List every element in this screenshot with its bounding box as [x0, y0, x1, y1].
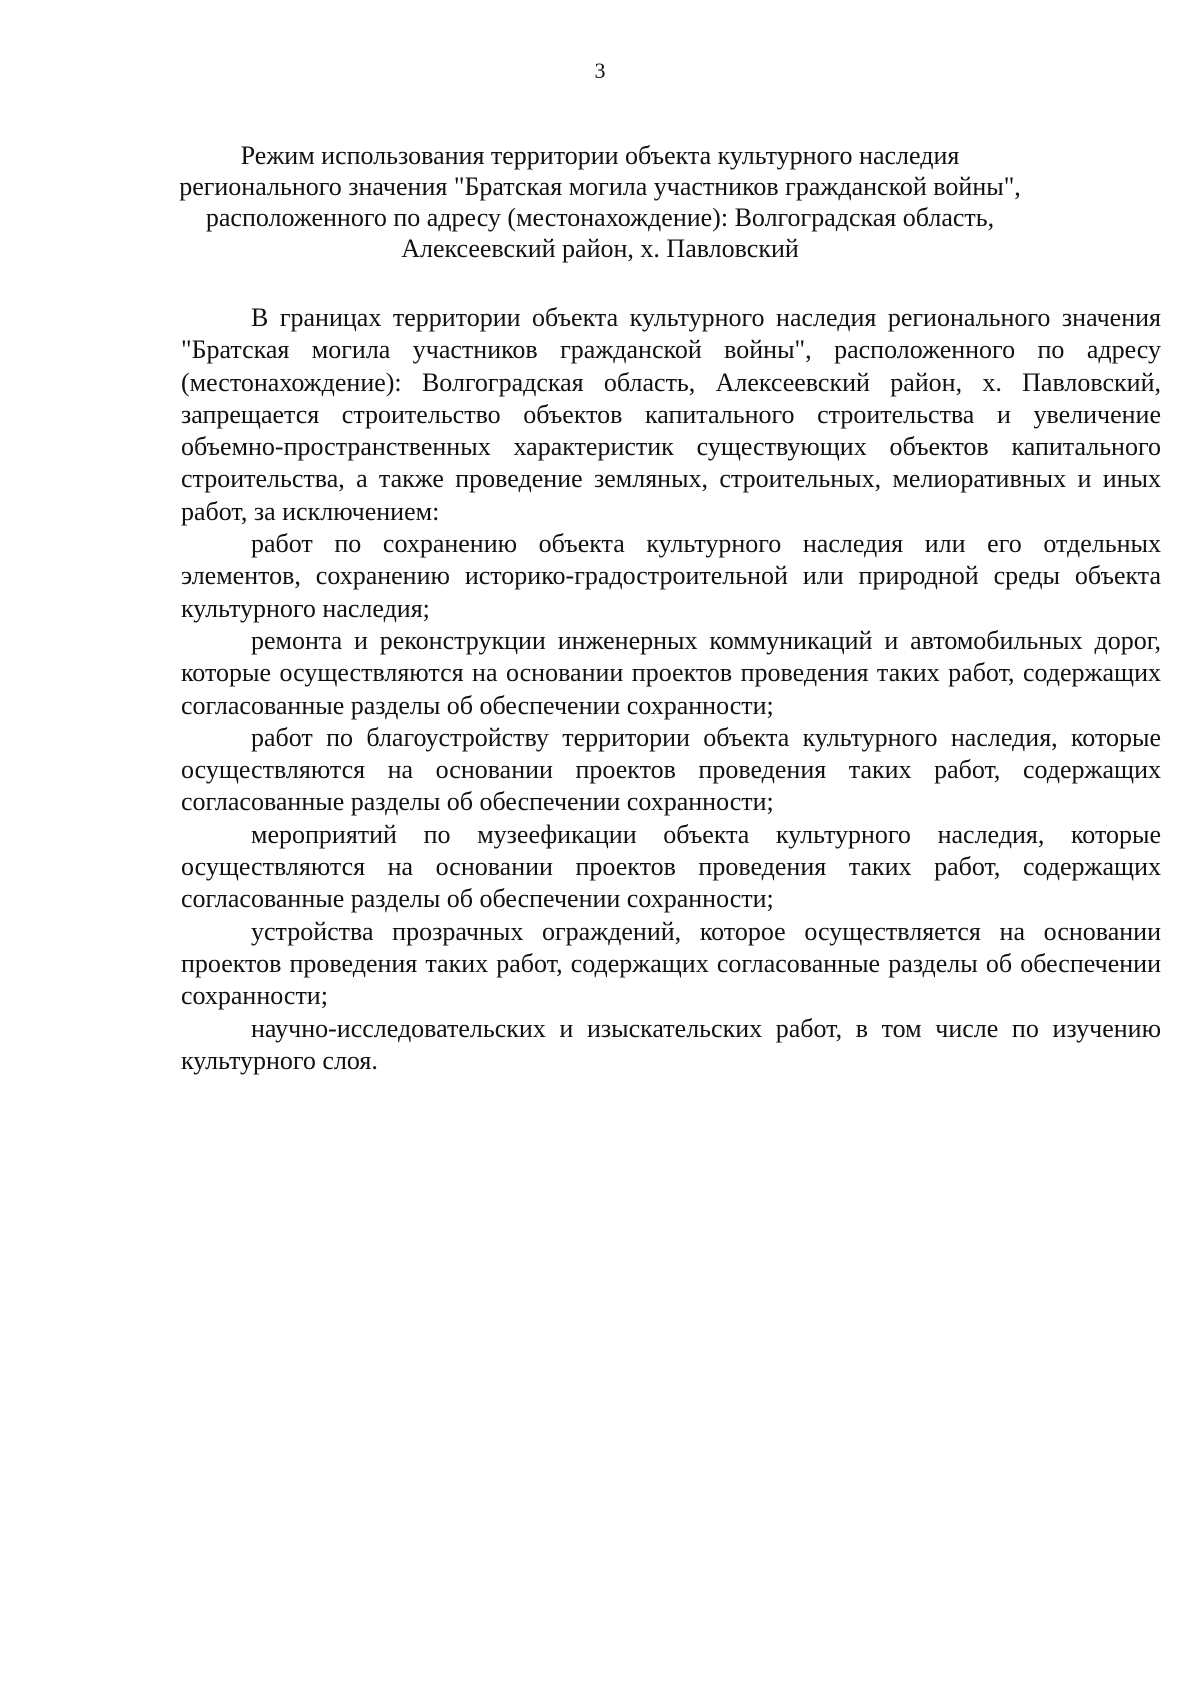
title-line: расположенного по адресу (местонахождение): Волгоградская область, [205, 203, 995, 232]
title-line: Режим использования территории объекта культурного наследия [240, 141, 960, 170]
exception-item: ремонта и реконструкции инженерных коммуникаций и автомобильных дорог, которые осуществляются на основании проектов проведения таких работ, содержащих согласованные разделы об обеспечении сохранности; [181, 625, 1161, 720]
document-body [181, 302, 1161, 1077]
exception-item: мероприятий по музеефикации объекта культурного наследия, которые осуществляются на основании проектов проведения таких работ, содержащих согласованные разделы об обеспечении сохранности; [181, 819, 1161, 914]
title-line: Алексеевский район, х. Павловский [401, 234, 799, 263]
document-title [150, 140, 1050, 264]
exception-item: работ по сохранению объекта культурного наследия или его отдельных элементов, сохранению историко-градостроительной или природной среды объекта культурного наследия; [181, 529, 1161, 623]
title-line: регионального значения "Братская могила участников гражданской войны", [179, 172, 1021, 201]
page-number: 3 [594, 58, 606, 83]
exception-item: научно-исследовательских и изыскательских работ, в том числе по изучению культурного слоя. [181, 1013, 1161, 1075]
intro-paragraph: В границах территории объекта культурного наследия регионального значения "Братская могила участников гражданской войны", расположенного по адресу (местонахождение): Волгоградская область, Алексеевский район, х. Павловский, запрещается строительство объектов капитального строительства и увеличение объемно-пространственных характеристик существующих объектов капитального строительства, а также проведение земляных, строительных, мелиоративных и иных работ, за исключением: [181, 303, 1161, 526]
exception-item: устройства прозрачных ограждений, которое осуществляется на основании проектов проведения таких работ, содержащих согласованные разделы об обеспечении сохранности; [181, 916, 1161, 1011]
exception-item: работ по благоустройству территории объекта культурного наследия, которые осуществляются на основании проектов проведения таких работ, содержащих согласованные разделы об обеспечении сохранности; [181, 722, 1161, 817]
